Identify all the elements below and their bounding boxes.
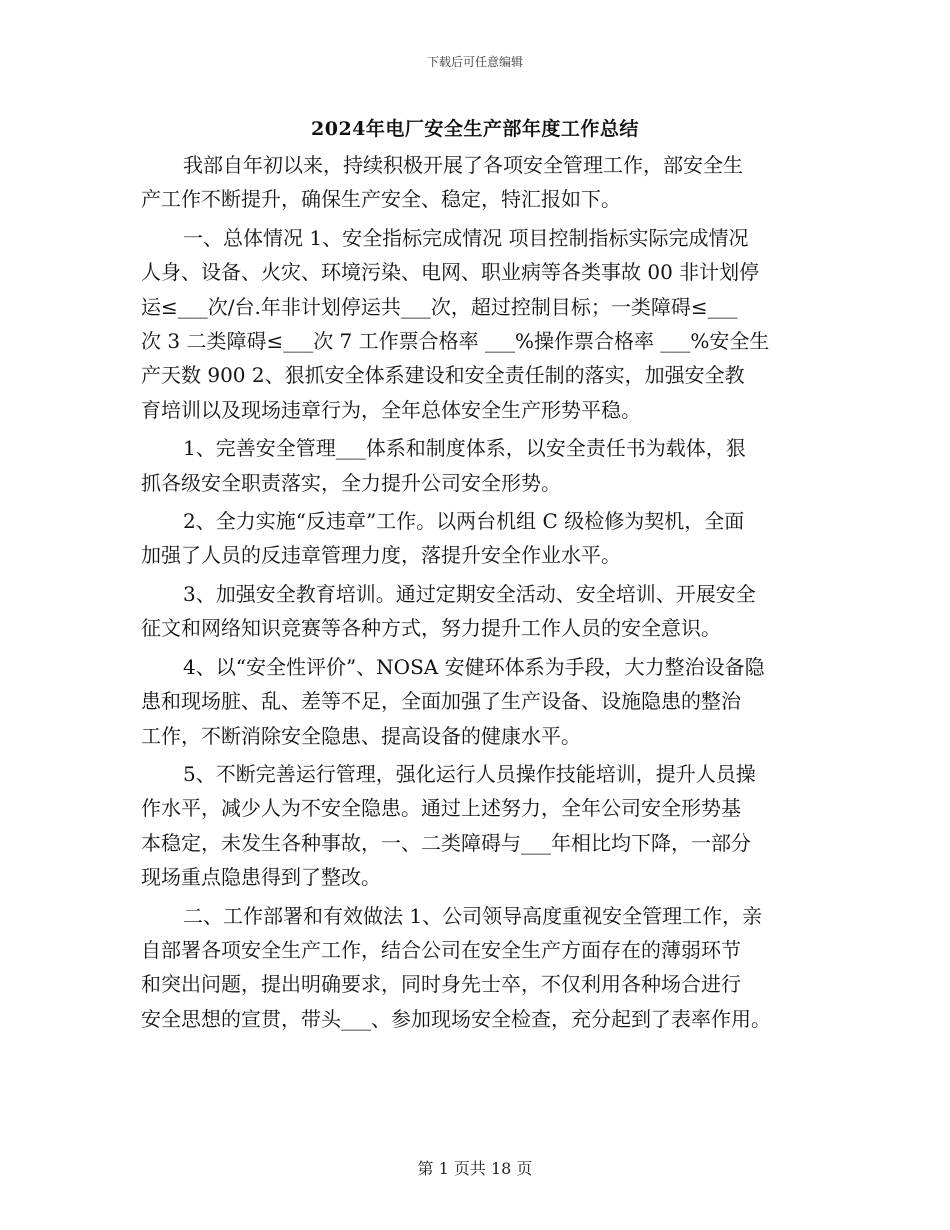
paragraph-item-3 — [141, 577, 809, 646]
text-line: 育培训以及现场违章行为，全年总体安全生产形势平稳。 — [141, 397, 641, 422]
document-body — [141, 148, 809, 1036]
text-line: 产工作不断提升，确保生产安全、稳定，特汇报如下。 — [141, 187, 621, 212]
text-line: 我部自年初以来，持续积极开展了各项安全管理工作，部安全生 — [183, 153, 743, 177]
text-line: 患和现场脏、乱、差等不足，全面加强了生产设备、设施隐患的整治 — [141, 689, 741, 714]
paragraph-item-1 — [141, 431, 809, 500]
page-number: 第 1 页共 18 页 — [417, 1159, 533, 1178]
text-line: 5、不断完善运行管理，强化运行人员操作技能培训，提升人员操 — [183, 761, 756, 786]
paragraph-overview — [141, 221, 809, 427]
page-header-note: 下载后可任意编辑 — [426, 55, 523, 69]
text-line: 产天数 900 2、狠抓安全体系建设和安全责任制的落实，加强安全教 — [141, 363, 745, 388]
text-line: 运≤___次/台.年非计划停运共___次，超过控制目标；一类障碍≤___ — [141, 294, 738, 319]
text-line: 抓各级安全职责落实，全力提升公司安全形势。 — [141, 470, 561, 495]
text-line: 征文和网络知识竞赛等各种方式，努力提升工作人员的安全意识。 — [141, 616, 721, 641]
paragraph-item-4 — [141, 650, 809, 753]
text-line: 4、以“安全性评价”、NOSA 安健环体系为手段，大力整治设备隐 — [183, 654, 765, 679]
text-line: 人身、设备、火灾、环境污染、电网、职业病等各类事故 00 非计划停 — [141, 260, 760, 285]
text-line: 3、加强安全教育培训。通过定期安全活动、安全培训、开展安全 — [183, 581, 756, 606]
text-line: 自部署各项安全生产工作，结合公司在安全生产方面存在的薄弱环节 — [141, 937, 741, 962]
text-line: 安全思想的宣贯，带头___、参加现场安全检查，充分起到了表率作用。 — [141, 1006, 771, 1031]
text-line: 和突出问题，提出明确要求，同时身先士卒，不仅利用各种场合进行 — [141, 972, 741, 997]
text-line: 现场重点隐患得到了整改。 — [141, 865, 381, 890]
text-line: 2、全力实施“反违章”工作。以两台机组 C 级检修为契机，全面 — [183, 509, 745, 534]
paragraph-work-deployment — [141, 899, 809, 1037]
text-line: 作水平，减少人为不安全隐患。通过上述努力，全年公司安全形势基 — [141, 796, 741, 821]
paragraph-item-2 — [141, 504, 809, 573]
text-line: 二、工作部署和有效做法 1、公司领导高度重视安全管理工作，亲 — [183, 903, 763, 928]
text-line: 本稳定，未发生各种事故，一、二类障碍与___年相比均下降，一部分 — [141, 830, 751, 855]
paragraph-intro — [141, 148, 809, 217]
document-title: 2024年电厂安全生产部年度工作总结 — [311, 118, 639, 140]
text-line: 工作，不断消除安全隐患、提高设备的健康水平。 — [141, 723, 581, 748]
text-line: 次 3 二类障碍≤___次 7 工作票合格率 ___%操作票合格率 ___%安全生 — [141, 329, 770, 354]
text-line: 1、完善安全管理___体系和制度体系，以安全责任书为载体，狠 — [183, 436, 746, 461]
text-line: 一、总体情况 1、安全指标完成情况 项目控制指标实际完成情况 — [183, 225, 749, 250]
paragraph-item-5 — [141, 757, 809, 895]
text-line: 加强了人员的反违章管理力度，落提升安全作业水平。 — [141, 543, 621, 568]
